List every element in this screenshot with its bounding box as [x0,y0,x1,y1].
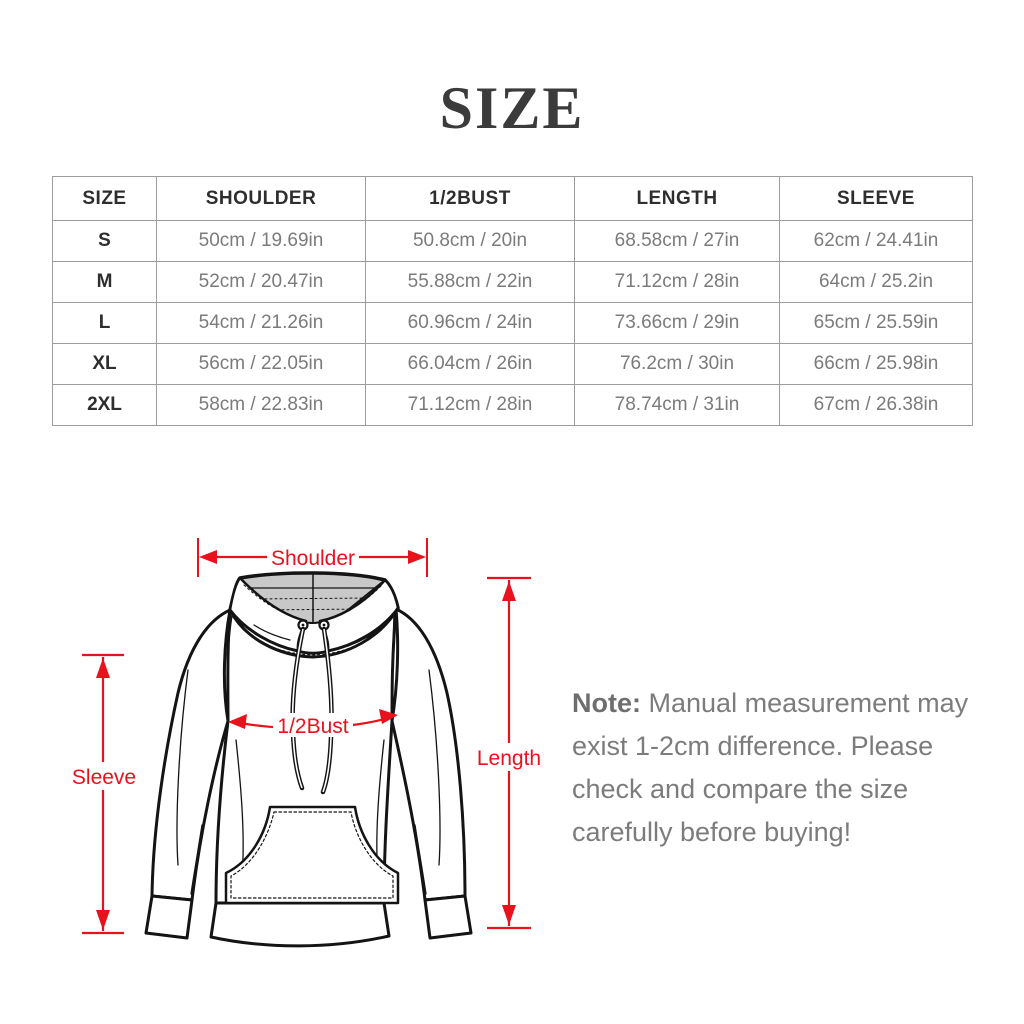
page-title: SIZE [439,75,585,141]
note-line: exist 1-2cm difference. Please [572,731,934,761]
hoodie-measurement-diagram [40,525,560,975]
size-cell: 2XL [53,385,157,426]
length-cell: 78.74cm / 31in [575,385,780,426]
shoulder-cell: 58cm / 22.83in [157,385,366,426]
column-header-length: LENGTH [575,177,780,221]
shoulder-cell: 56cm / 22.05in [157,344,366,385]
size-cell: XL [53,344,157,385]
size-cell: M [53,262,157,303]
size-table [52,176,973,426]
sleeve-cell: 64cm / 25.2in [780,262,973,303]
note-line [572,682,972,725]
shoulder-cell: 52cm / 20.47in [157,262,366,303]
table-row-m [53,262,973,303]
sleeve-dimension-label: Sleeve [71,766,137,789]
table-row-2xl [53,385,973,426]
size-cell: L [53,303,157,344]
table-row-s [53,221,973,262]
note-line-text: Manual measurement may [648,688,969,718]
half-bust-cell: 60.96cm / 24in [366,303,575,344]
note-line: carefully before buying! [572,817,852,847]
sleeve-cell: 62cm / 24.41in [780,221,973,262]
half-bust-cell: 50.8cm / 20in [366,221,575,262]
length-cell: 68.58cm / 27in [575,221,780,262]
column-header-size: SIZE [53,177,157,221]
sleeve-cell: 65cm / 25.59in [780,303,973,344]
sleeve-dimension [70,655,138,933]
hoodie-sketch [146,573,471,946]
shoulder-dimension [198,538,427,577]
note-label: Note: [572,688,641,718]
column-header-sleeve: SLEEVE [780,177,973,221]
shoulder-dimension-label: Shoulder [270,547,356,570]
length-cell: 73.66cm / 29in [575,303,780,344]
table-row-xl [53,344,973,385]
half-bust-cell: 66.04cm / 26in [366,344,575,385]
shoulder-cell: 50cm / 19.69in [157,221,366,262]
shoulder-cell: 54cm / 21.26in [157,303,366,344]
half-bust-cell: 71.12cm / 28in [366,385,575,426]
half-bust-cell: 55.88cm / 22in [366,262,575,303]
column-header-shoulder: SHOULDER [157,177,366,221]
column-header-half-bust: 1/2BUST [366,177,575,221]
note-line: check and compare the size [572,774,909,804]
length-cell: 76.2cm / 30in [575,344,780,385]
size-cell: S [53,221,157,262]
sleeve-cell: 66cm / 25.98in [780,344,973,385]
note-text [572,682,972,854]
length-dimension [474,578,544,928]
sleeve-cell: 67cm / 26.38in [780,385,973,426]
table-row-l [53,303,973,344]
length-dimension-label: Length [476,747,542,770]
half-bust-dimension-label: 1/2Bust [277,715,349,738]
table-header-row [53,177,973,221]
length-cell: 71.12cm / 28in [575,262,780,303]
